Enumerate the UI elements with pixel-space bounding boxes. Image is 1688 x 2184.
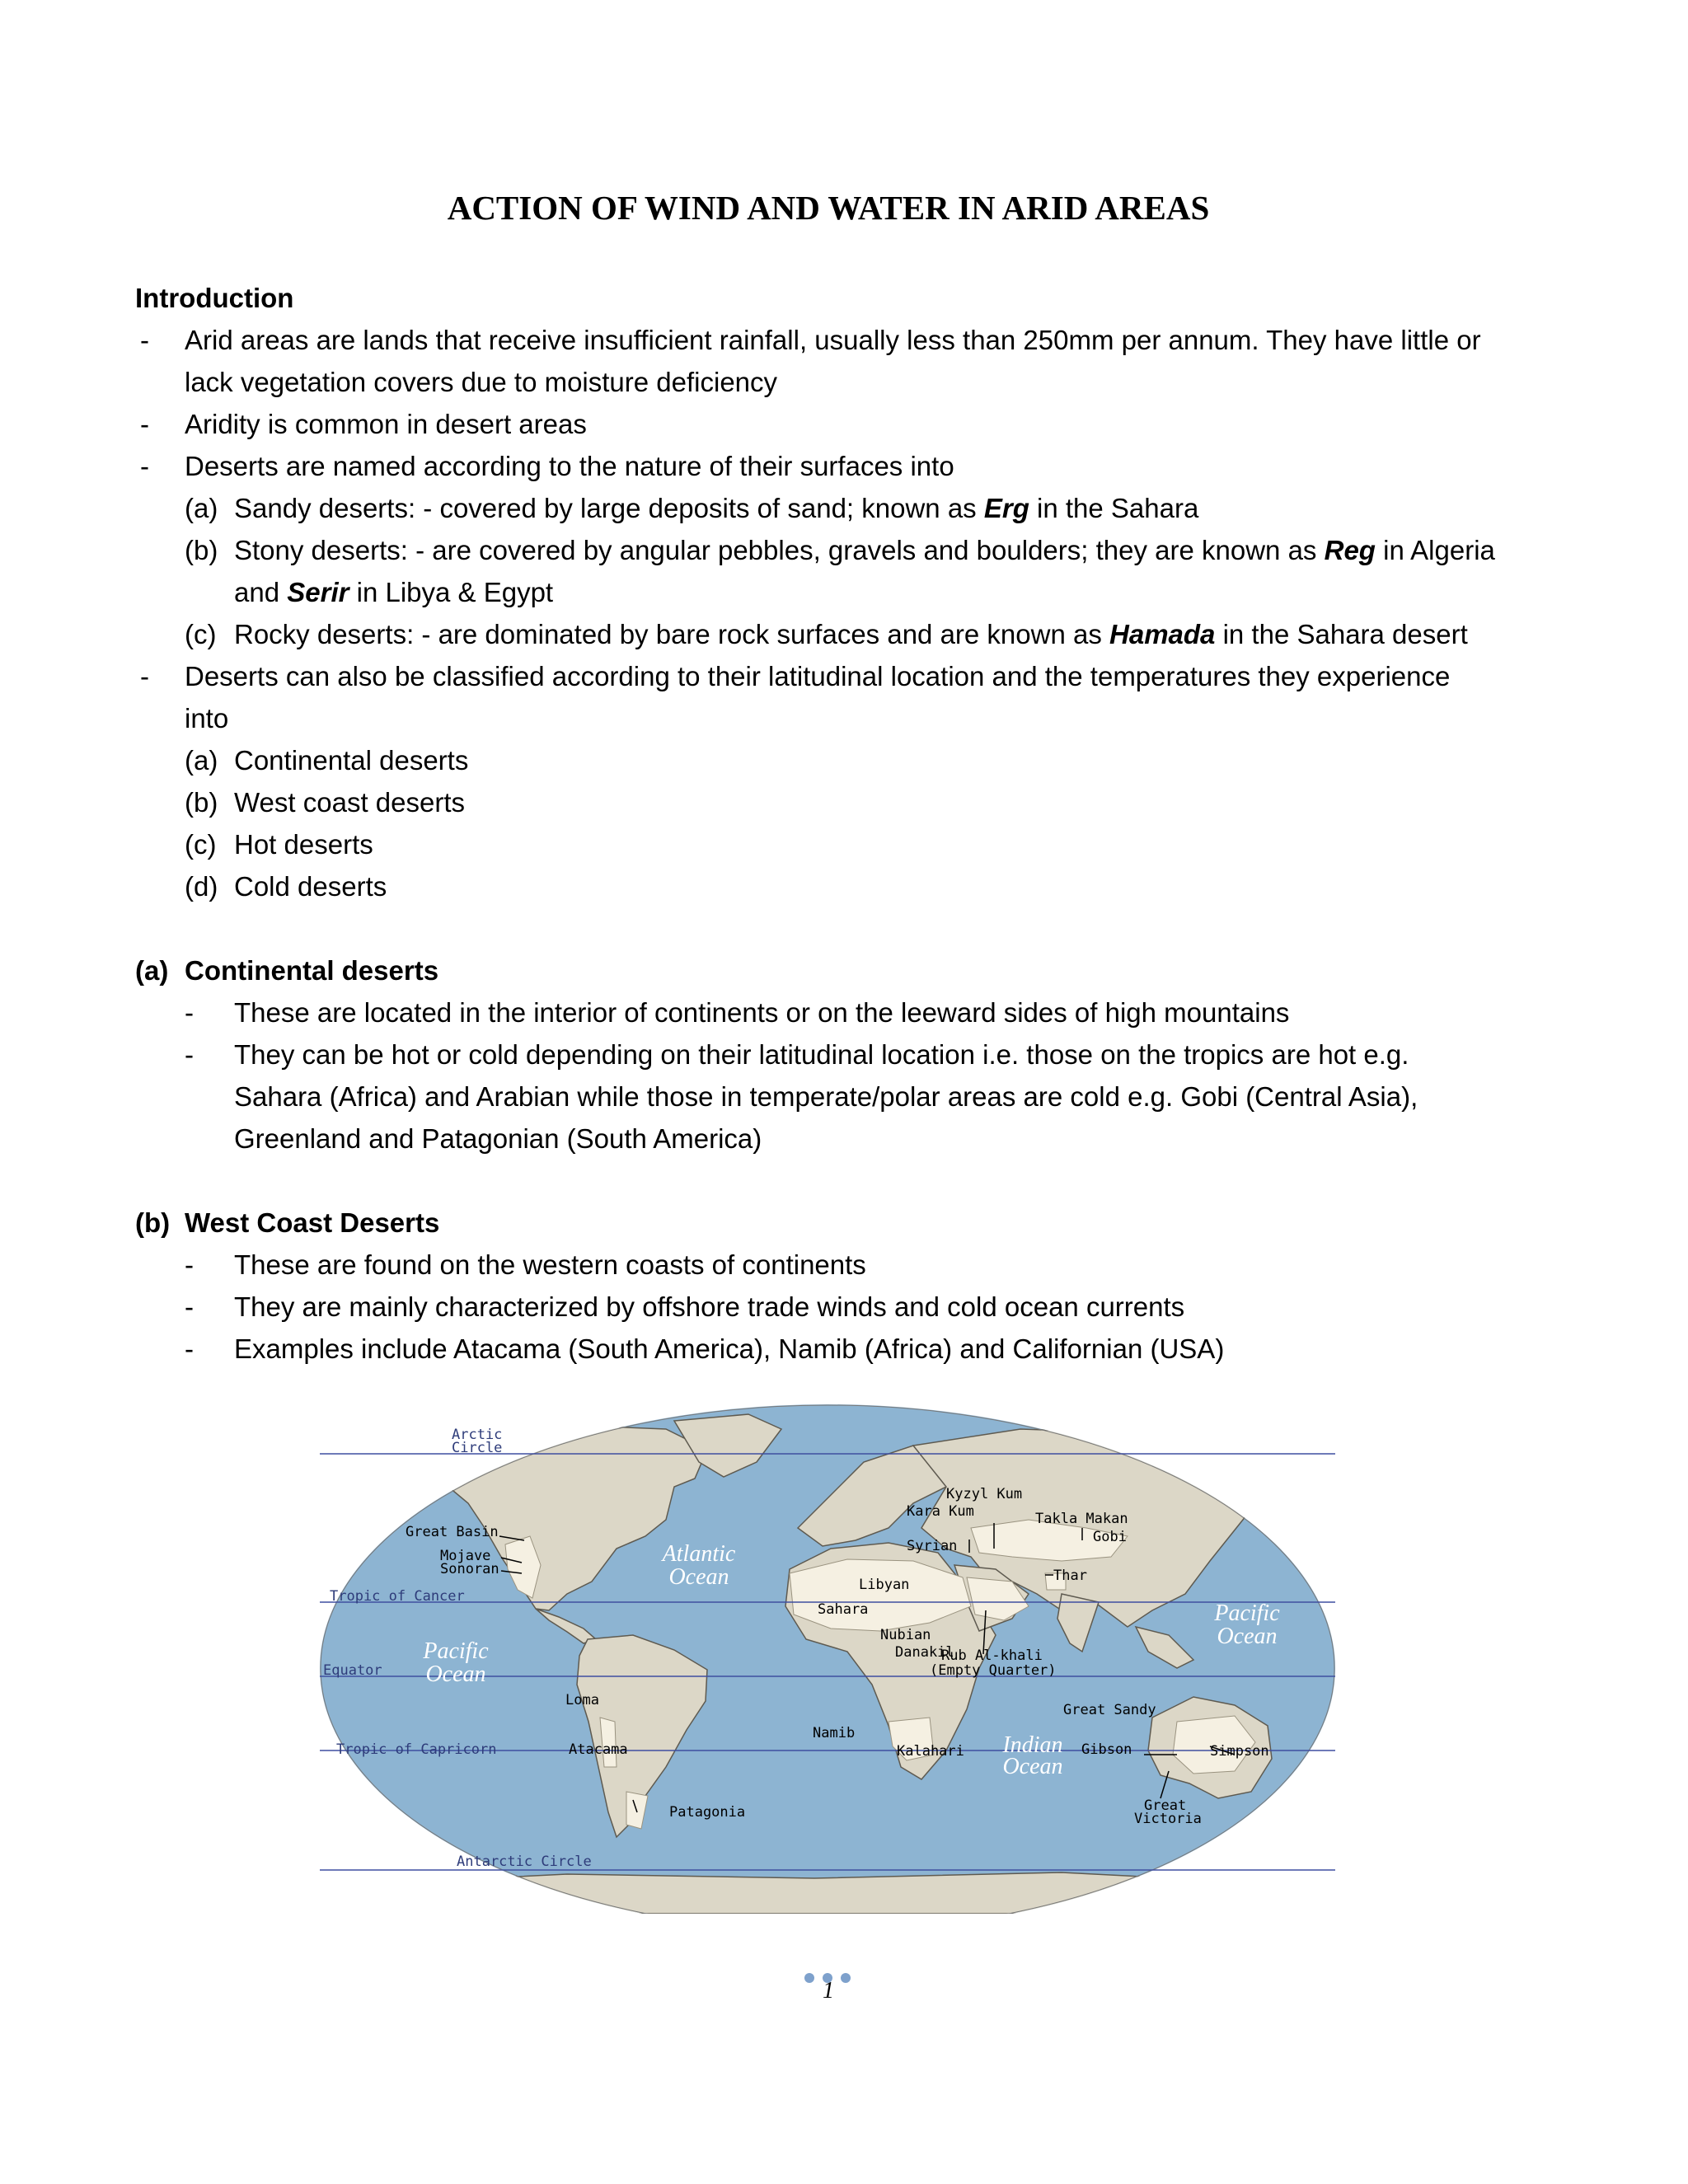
bullet-dash: -: [185, 1249, 194, 1280]
arctic-label: Arctic: [452, 1427, 503, 1443]
list-marker: (b): [185, 787, 218, 818]
section-heading-continental: Continental deserts: [185, 955, 439, 986]
world-map-svg: [320, 1404, 1335, 1914]
bullet-dash: -: [185, 1039, 194, 1070]
label-takla-makan: Takla Makan: [1035, 1511, 1128, 1527]
list-item: Continental deserts: [234, 745, 469, 776]
sandy-deserts-item: Sandy deserts: - covered by large deposits of sand; known as Erg in the Sahara: [234, 493, 1199, 523]
section-heading-introduction: Introduction: [135, 283, 294, 313]
bullet-dash: -: [140, 661, 149, 691]
atlantic-ocean-label: Ocean: [668, 1564, 729, 1590]
indian-ocean-label: Ocean: [1002, 1754, 1063, 1779]
continental-paragraph-2c: Greenland and Patagonian (South America): [234, 1123, 762, 1154]
list-item: West coast deserts: [234, 787, 466, 818]
pacific-east-ocean-label: Ocean: [1217, 1624, 1278, 1649]
bullet-dash: -: [185, 1333, 194, 1364]
label-kara-kum: Kara Kum: [907, 1503, 974, 1520]
pacific-west-ocean-label: Ocean: [425, 1661, 486, 1687]
section-marker: (a): [135, 955, 169, 986]
label-atacama: Atacama: [569, 1741, 628, 1758]
antarctic-circle-label: Antarctic Circle: [457, 1854, 592, 1870]
circle-label: Circle: [452, 1440, 503, 1456]
label-kyzyl-kum: Kyzyl Kum: [946, 1486, 1023, 1502]
bullet-dash: -: [140, 409, 149, 439]
term-reg: Reg: [1324, 535, 1376, 565]
list-marker: (a): [185, 493, 218, 523]
bullet-dash: -: [185, 1291, 194, 1322]
list-item: Cold deserts: [234, 871, 387, 902]
bullet-dash: -: [185, 997, 194, 1028]
bullet-dash: -: [140, 325, 149, 355]
indian-label: Indian: [1002, 1732, 1063, 1758]
continental-paragraph-1: These are located in the interior of continents or on the leeward sides of high mountains: [234, 997, 1290, 1028]
intro-paragraph-4a: Deserts can also be classified according to their latitudinal location and the temperatures they experience: [185, 661, 1451, 691]
rocky-deserts-item: Rocky deserts: - are dominated by bare rock surfaces and are known as Hamada in the Sahara desert: [234, 619, 1468, 649]
section-marker: (b): [135, 1207, 171, 1238]
label-gibson: Gibson: [1081, 1741, 1132, 1758]
pacific-east-label: Pacific: [1214, 1601, 1280, 1626]
label-syrian: Syrian: [907, 1538, 958, 1554]
label-libyan: Libyan: [859, 1577, 910, 1593]
intro-paragraph-4b: into: [185, 703, 229, 733]
stony-deserts-item-cont: and Serir in Libya & Egypt: [234, 577, 554, 607]
list-marker: (a): [185, 745, 218, 776]
term-erg: Erg: [983, 493, 1029, 523]
term-serir: Serir: [287, 577, 349, 607]
label-sahara: Sahara: [818, 1601, 869, 1618]
westcoast-paragraph-3: Examples include Atacama (South America), Namib (Africa) and Californian (USA): [234, 1333, 1225, 1364]
section-heading-west-coast: West Coast Deserts: [185, 1207, 440, 1238]
label-danakil: Danakil: [895, 1644, 954, 1661]
label-thar: Thar: [1053, 1568, 1087, 1584]
antarctica-land: [320, 1872, 1335, 1914]
label-kalahari: Kalahari: [897, 1743, 964, 1760]
label-great-sandy: Great Sandy: [1063, 1702, 1156, 1718]
label-namib: Namib: [813, 1725, 856, 1741]
equator-label: Equator: [323, 1662, 382, 1679]
list-marker: (c): [185, 619, 217, 649]
continental-paragraph-2a: They can be hot or cold depending on their latitudinal location i.e. those on the tropics are hot e.g.: [234, 1039, 1409, 1070]
continental-paragraph-2b: Sahara (Africa) and Arabian while those in temperate/polar areas are cold e.g. Gobi (Central Asia),: [234, 1081, 1418, 1112]
list-marker: (c): [185, 829, 217, 860]
westcoast-paragraph-1: These are found on the western coasts of continents: [234, 1249, 866, 1280]
label-gobi: Gobi: [1093, 1529, 1127, 1545]
world-deserts-map: [320, 1404, 1335, 1914]
term-hamada: Hamada: [1109, 619, 1216, 649]
intro-paragraph-3: Deserts are named according to the nature of their surfaces into: [185, 451, 954, 481]
bullet-dash: -: [140, 451, 149, 481]
label-victoria: Victoria: [1134, 1811, 1202, 1827]
intro-paragraph-2: Aridity is common in desert areas: [185, 409, 587, 439]
label-great-basin: Great Basin: [406, 1524, 499, 1540]
list-marker: (b): [185, 535, 218, 565]
tropic-of-cancer-label: Tropic of Cancer: [330, 1588, 465, 1605]
tropic-of-capricorn-label: Tropic of Capricorn: [336, 1741, 497, 1758]
page-number: 1: [823, 1978, 834, 2004]
label-empty-quarter: (Empty Quarter): [930, 1662, 1057, 1679]
page-title: ACTION OF WIND AND WATER IN ARID AREAS: [447, 189, 1210, 227]
label-patagonia: Patagonia: [669, 1804, 746, 1821]
label-loma: Loma: [565, 1692, 599, 1708]
intro-paragraph-1a: Arid areas are lands that receive insufficient rainfall, usually less than 250mm per annum. They have little or: [185, 325, 1481, 355]
atlantic-label: Atlantic: [662, 1541, 736, 1567]
westcoast-paragraph-2: They are mainly characterized by offshore trade winds and cold ocean currents: [234, 1291, 1185, 1322]
list-marker: (d): [185, 871, 218, 902]
intro-paragraph-1b: lack vegetation covers due to moisture deficiency: [185, 367, 778, 397]
label-great: Great: [1144, 1797, 1187, 1814]
pacific-west-label: Pacific: [423, 1638, 489, 1664]
label-nubian: Nubian: [880, 1627, 931, 1643]
list-item: Hot deserts: [234, 829, 373, 860]
label-sonoran: Sonoran: [440, 1561, 499, 1577]
label-mojave: Mojave: [440, 1548, 491, 1564]
stony-deserts-item: Stony deserts: - are covered by angular pebbles, gravels and boulders; they are known as Reg in Algeria: [234, 535, 1495, 565]
label-simpson: Simpson: [1210, 1743, 1269, 1760]
label-rub-al-khali: Rub Al-khali: [941, 1647, 1043, 1664]
